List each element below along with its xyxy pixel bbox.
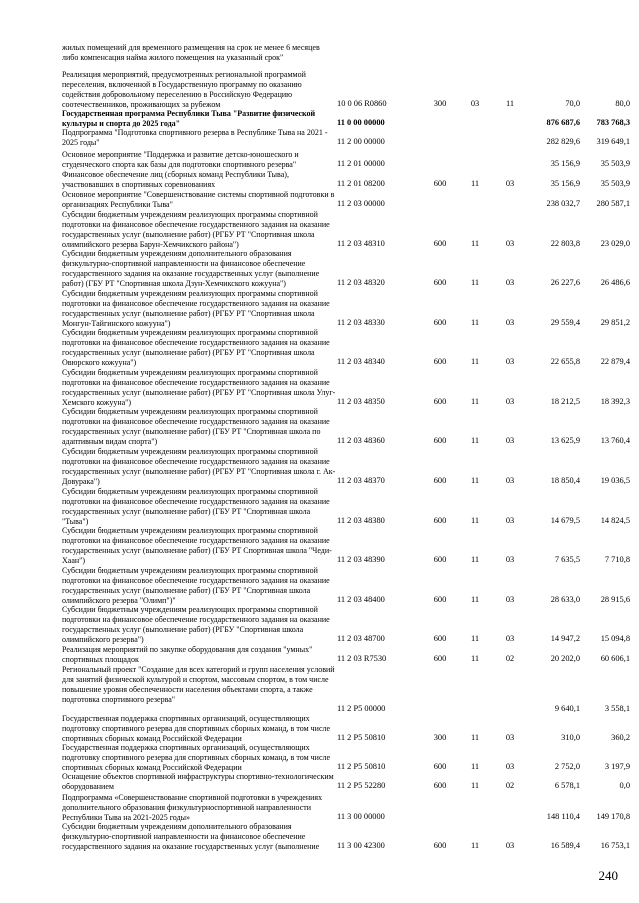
row-rz: 11 bbox=[470, 397, 480, 406]
row-description: жилых помещений для временного размещения на срок не менее 6 месяцев либо компенсация найма жилого помещения на указанный срок" bbox=[62, 43, 320, 62]
row-pr: 03 bbox=[505, 555, 515, 564]
row-value-2025: 13 760,4 bbox=[600, 436, 630, 445]
row-description: Субсидии бюджетным учреждениям реализующих программы спортивной подготовки на финансовое обеспечение государственного задания на оказание государственных услуг (выполнение работ) (РГБУ РТ "Спортивная школа г. Ак-Довурака") bbox=[62, 447, 336, 486]
row-rz: 11 bbox=[470, 634, 480, 643]
row-value-2025: 7 710,8 bbox=[604, 555, 630, 564]
row-value-2024: 2 752,0 bbox=[554, 762, 580, 771]
row-value-2025: 16 753,1 bbox=[600, 841, 630, 850]
row-code: 11 2 P5 52280 bbox=[337, 781, 386, 790]
row-code: 11 2 P5 00000 bbox=[337, 704, 386, 713]
row-description: Подпрограмма «Совершенствование спортивной подготовки в учреждениях дополнительного образования физкультурноспортивной направленности Республики Тыва на 2021-2025 годы» bbox=[62, 793, 323, 822]
row-pr: 02 bbox=[505, 654, 515, 663]
row-rz: 11 bbox=[470, 595, 480, 604]
row-rz: 11 bbox=[470, 841, 480, 850]
row-rz: 11 bbox=[470, 654, 480, 663]
row-pr: 03 bbox=[505, 179, 515, 188]
row-pr: 02 bbox=[505, 781, 515, 790]
row-code: 11 0 00 00000 bbox=[337, 118, 385, 127]
row-description: Государственная программа Республики Тыва "Развитие физической культуры и спорта до 2025 года" bbox=[62, 109, 316, 128]
row-code: 11 2 03 48350 bbox=[337, 397, 385, 406]
row-rz: 11 bbox=[470, 318, 480, 327]
row-value-2025: 15 094,8 bbox=[600, 634, 630, 643]
row-value-2024: 13 625,9 bbox=[550, 436, 580, 445]
row-vr: 600 bbox=[433, 239, 447, 248]
row-pr: 03 bbox=[505, 357, 515, 366]
row-vr: 600 bbox=[433, 654, 447, 663]
row-value-2025: 29 851,2 bbox=[600, 318, 630, 327]
row-vr: 600 bbox=[433, 318, 447, 327]
row-rz: 11 bbox=[470, 476, 480, 485]
row-value-2024: 876 687,6 bbox=[546, 118, 580, 127]
row-code: 11 2 03 R7530 bbox=[337, 654, 387, 663]
row-vr: 300 bbox=[433, 99, 447, 108]
row-vr: 600 bbox=[433, 595, 447, 604]
row-value-2024: 18 850,4 bbox=[550, 476, 580, 485]
row-value-2025: 18 392,3 bbox=[600, 397, 630, 406]
row-code: 11 3 00 42300 bbox=[337, 841, 385, 850]
row-description: Субсидии бюджетным учреждениям реализующих программы спортивной подготовки на финансовое обеспечение государственного задания на оказание государственных услуг (выполнение работ) (ГБУ РТ "Спортивная школа по адаптивным видам спорта") bbox=[62, 407, 330, 446]
row-code: 11 2 03 48340 bbox=[337, 357, 385, 366]
row-pr: 03 bbox=[505, 634, 515, 643]
row-value-2024: 148 110,4 bbox=[546, 812, 580, 821]
row-description: Субсидии бюджетным учреждениям реализующих программы спортивной подготовки на финансовое обеспечение государственного задания на оказание государственных услуг (выполнение работ) (РГБУ РТ "Спортивная школа Монгун-Тайгинского кожууна") bbox=[62, 289, 330, 328]
row-value-2024: 28 633,0 bbox=[550, 595, 580, 604]
row-value-2025: 783 768,3 bbox=[596, 118, 630, 127]
row-rz: 11 bbox=[470, 357, 480, 366]
row-pr: 03 bbox=[505, 733, 515, 742]
row-description: Субсидии бюджетным учреждениям реализующих программы спортивной подготовки на финансовое обеспечение государственного задания на оказание государственных услуг (выполнение работ) (РГБУ РТ "Спортивная школа Овюрского кожууна") bbox=[62, 328, 330, 367]
row-value-2024: 238 032,7 bbox=[546, 199, 580, 208]
row-value-2025: 3 197,9 bbox=[604, 762, 630, 771]
row-pr: 03 bbox=[505, 397, 515, 406]
row-pr: 03 bbox=[505, 476, 515, 485]
row-value-2025: 3 558,1 bbox=[604, 704, 630, 713]
row-pr: 11 bbox=[505, 99, 515, 108]
row-code: 11 2 00 00000 bbox=[337, 137, 385, 146]
row-code: 11 2 P5 50810 bbox=[337, 762, 386, 771]
row-value-2024: 20 202,0 bbox=[550, 654, 580, 663]
row-value-2025: 280 587,1 bbox=[596, 199, 630, 208]
row-pr: 03 bbox=[505, 516, 515, 525]
row-value-2024: 7 635,5 bbox=[554, 555, 580, 564]
row-vr: 600 bbox=[433, 762, 447, 771]
row-pr: 03 bbox=[505, 762, 515, 771]
row-pr: 03 bbox=[505, 278, 515, 287]
row-value-2024: 18 212,5 bbox=[550, 397, 580, 406]
row-value-2025: 60 606,1 bbox=[600, 654, 630, 663]
row-rz: 11 bbox=[470, 436, 480, 445]
row-value-2025: 23 029,0 bbox=[600, 239, 630, 248]
row-rz: 11 bbox=[470, 278, 480, 287]
row-rz: 11 bbox=[470, 555, 480, 564]
row-value-2024: 16 589,4 bbox=[550, 841, 580, 850]
row-description: Субсидии бюджетным учреждениям реализующих программы спортивной подготовки на финансовое обеспечение государственного задания на оказание государственных услуг (выполнение работ) (ГБУ РТ "Спортивная школа олимпийского резерва "Олимп")" bbox=[62, 566, 330, 605]
row-value-2025: 149 170,8 bbox=[596, 812, 630, 821]
row-rz: 03 bbox=[470, 99, 480, 108]
row-value-2025: 28 915,6 bbox=[600, 595, 630, 604]
row-description: Субсидии бюджетным учреждениям дополнительного образования физкультурно-спортивной направленности на финансовое обеспечение государственного задания на оказание государственных услуг (выполнение bbox=[62, 822, 320, 851]
row-value-2025: 35 503,9 bbox=[600, 159, 630, 168]
row-code: 11 2 03 48380 bbox=[337, 516, 385, 525]
row-description: Подпрограмма "Подготовка спортивного резерва в Республике Тыва на 2021 - 2025 годы" bbox=[62, 128, 328, 147]
row-value-2024: 310,0 bbox=[561, 733, 580, 742]
row-code: 11 2 03 48320 bbox=[337, 278, 385, 287]
row-code: 11 2 03 48360 bbox=[337, 436, 385, 445]
row-vr: 600 bbox=[433, 841, 447, 850]
row-code: 11 2 03 48310 bbox=[337, 239, 385, 248]
row-vr: 600 bbox=[433, 555, 447, 564]
row-code: 11 2 03 48400 bbox=[337, 595, 385, 604]
row-description: Субсидии бюджетным учреждениям реализующих программы спортивной подготовки на финансовое обеспечение государственного задания на оказание государственных услуг (выполнение работ) (РГБУ РТ "Спортивная школа олимпийского резерва Барун-Хемчикского района") bbox=[62, 210, 330, 249]
row-vr: 600 bbox=[433, 278, 447, 287]
row-vr: 600 bbox=[433, 781, 447, 790]
row-value-2024: 22 655,8 bbox=[550, 357, 580, 366]
row-vr: 600 bbox=[433, 357, 447, 366]
row-pr: 03 bbox=[505, 436, 515, 445]
row-value-2025: 19 036,5 bbox=[600, 476, 630, 485]
page-number: 240 bbox=[598, 868, 618, 883]
row-value-2025: 80,0 bbox=[615, 99, 630, 108]
row-value-2024: 26 227,6 bbox=[550, 278, 580, 287]
row-description: Субсидии бюджетным учреждениям реализующих программы спортивной подготовки на финансовое обеспечение государственного задания на оказание государственных услуг (выполнение работ) (РГБУ "Спортивная школа олимпийского резерва") bbox=[62, 605, 330, 644]
row-vr: 600 bbox=[433, 179, 447, 188]
row-value-2024: 70,0 bbox=[565, 99, 580, 108]
row-vr: 600 bbox=[433, 436, 447, 445]
row-vr: 600 bbox=[433, 476, 447, 485]
row-value-2024: 6 578,1 bbox=[554, 781, 580, 790]
row-value-2024: 14 947,2 bbox=[550, 634, 580, 643]
row-pr: 03 bbox=[505, 239, 515, 248]
row-description: Субсидии бюджетным учреждениям реализующих программы спортивной подготовки на финансовое обеспечение государственного задания на оказание государственных услуг (выполнение работ) (ГБУ РТ "Спортивная школа "Тыва") bbox=[62, 487, 330, 526]
row-description: Субсидии бюджетным учреждениям реализующих программы спортивной подготовки на финансовое обеспечение государственного задания на оказание государственных услуг (выполнение работ) (ГБУ РТ Спортивная школа "Чеди-Хаан") bbox=[62, 526, 332, 565]
row-rz: 11 bbox=[470, 781, 480, 790]
row-description: Оснащение объектов спортивной инфраструктуры спортивно-технологическим оборудованием bbox=[62, 772, 334, 791]
row-value-2025: 0,0 bbox=[619, 781, 630, 790]
row-value-2024: 35 156,9 bbox=[550, 159, 580, 168]
row-description: Субсидии бюджетным учреждениям дополнительного образования физкультурно-спортивной направленности на финансовое обеспечение государственного задания на оказание государственных услуг (выполнение работ) (ГБУ РТ "Спортивная школа Дзун-Хемчикского кожууна") bbox=[62, 249, 320, 288]
row-code: 11 2 03 48370 bbox=[337, 476, 385, 485]
row-pr: 03 bbox=[505, 595, 515, 604]
row-description: Реализация мероприятий по закупке оборудования для создания "умных" спортивных площадок bbox=[62, 645, 313, 664]
row-value-2025: 26 486,6 bbox=[600, 278, 630, 287]
row-pr: 03 bbox=[505, 841, 515, 850]
row-code: 11 2 03 48700 bbox=[337, 634, 385, 643]
row-description: Государственная поддержка спортивных организаций, осуществляющих подготовку спортивного резерва для спортивных сборных команд, в том числе спортивных сборных команд Российской Федерации bbox=[62, 714, 331, 743]
row-description: Государственная поддержка спортивных организаций, осуществляющих подготовку спортивного резерва для спортивных сборных команд, в том числе спортивных сборных команд Российской Федерации bbox=[62, 743, 331, 772]
row-description: Основное мероприятие "Поддержка и развитие детско-юношеского и студенческого спорта как базы для подготовки спортивного резерва" bbox=[62, 150, 299, 169]
row-value-2024: 282 829,6 bbox=[546, 137, 580, 146]
row-code: 10 0 06 R0860 bbox=[337, 99, 387, 108]
row-vr: 600 bbox=[433, 516, 447, 525]
row-description: Субсидии бюджетным учреждениям реализующих программы спортивной подготовки на финансовое обеспечение государственного задания на оказание государственных услуг (выполнение работ) (РГБУ РТ "Спортивная школа Улуг-Хемского кожууна") bbox=[62, 368, 336, 407]
row-code: 11 2 03 00000 bbox=[337, 199, 385, 208]
row-value-2025: 360,2 bbox=[611, 733, 630, 742]
row-rz: 11 bbox=[470, 179, 480, 188]
row-rz: 11 bbox=[470, 516, 480, 525]
row-pr: 03 bbox=[505, 318, 515, 327]
row-value-2024: 35 156,9 bbox=[550, 179, 580, 188]
row-value-2025: 319 649,1 bbox=[596, 137, 630, 146]
row-description: Региональный проект "Создание для всех категорий и групп населения условий для занятий физической культурой и спортом, массовым спортом, в том числе повышение уровня обеспеченности населения объектами спорта, а также подготовка спортивного резерва" bbox=[62, 665, 335, 704]
row-vr: 600 bbox=[433, 634, 447, 643]
row-value-2025: 35 503,9 bbox=[600, 179, 630, 188]
row-code: 11 3 00 00000 bbox=[337, 812, 385, 821]
row-rz: 11 bbox=[470, 733, 480, 742]
row-vr: 300 bbox=[433, 733, 447, 742]
row-value-2025: 14 824,5 bbox=[600, 516, 630, 525]
row-code: 11 2 P5 50810 bbox=[337, 733, 386, 742]
row-code: 11 2 03 48390 bbox=[337, 555, 385, 564]
row-rz: 11 bbox=[470, 762, 480, 771]
row-description: Финансовое обеспечение лиц (сборных команд Республики Тыва), участвовавших в спортивных соревнованиях bbox=[62, 170, 289, 189]
row-code: 11 2 01 00000 bbox=[337, 159, 385, 168]
row-value-2024: 22 803,8 bbox=[550, 239, 580, 248]
row-value-2024: 29 559,4 bbox=[550, 318, 580, 327]
row-description: Основное мероприятие "Совершенствование системы спортивной подготовки в организациях Республики Тыва" bbox=[62, 190, 335, 209]
row-code: 11 2 03 48330 bbox=[337, 318, 385, 327]
row-value-2024: 9 640,1 bbox=[554, 704, 580, 713]
row-value-2024: 14 679,5 bbox=[550, 516, 580, 525]
row-code: 11 2 01 08200 bbox=[337, 179, 385, 188]
row-vr: 600 bbox=[433, 397, 447, 406]
row-rz: 11 bbox=[470, 239, 480, 248]
row-value-2025: 22 879,4 bbox=[600, 357, 630, 366]
row-description: Реализация мероприятий, предусмотренных региональной программой переселения, включенной в Государственную программу по оказанию содействия добровольному переселению в Российскую Федерацию соотечественников, проживающих за рубежом bbox=[62, 70, 306, 109]
